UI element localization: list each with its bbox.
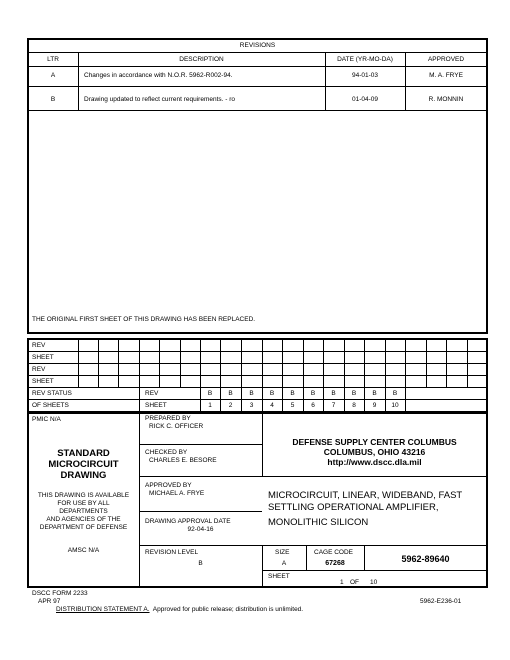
agency-address: COLUMBUS, OHIO 43216 [323, 447, 426, 457]
sheet-value: 3 [249, 402, 254, 409]
revision-a-description: Changes in accordance with N.O.R. 5962-R002-94. [84, 72, 233, 79]
availability-line-3: DEPARTMENTS [59, 508, 108, 515]
sheet-of-label: OF [350, 579, 360, 586]
availability-line-4: AND AGENCIES OF THE [46, 516, 121, 523]
revision-level-value: B [198, 560, 203, 567]
header-ltr: LTR [47, 56, 59, 63]
rev-status-label: REV STATUS [32, 390, 72, 397]
rev-value: B [392, 390, 398, 397]
agency-name: DEFENSE SUPPLY CENTER COLUMBUS [292, 437, 457, 447]
rev-value: B [351, 390, 357, 397]
revision-b-approved: R. MONNIN [428, 96, 464, 103]
sheet-value: 7 [331, 402, 336, 409]
revision-a-ltr: A [50, 72, 56, 79]
distribution-statement [56, 606, 303, 614]
rev-value: B [249, 390, 254, 397]
revision-b-date: 01-04-09 [351, 96, 379, 103]
sheet-total: 10 [370, 579, 378, 586]
rev-value: B [269, 390, 275, 397]
revision-a-approved: M. A. FRYE [429, 72, 463, 79]
agency-url: http://www.dscc.dla.mil [327, 457, 422, 467]
prepared-by-name: RICK C. OFFICER [149, 423, 204, 430]
of-sheets-label: OF SHEETS [32, 402, 69, 409]
drawing-number: 5962-89640 [401, 554, 450, 564]
availability-line-2: FOR USE BY ALL [57, 500, 110, 507]
approved-by-label: APPROVED BY [145, 482, 192, 489]
checked-by-label: CHECKED BY [145, 449, 188, 456]
amsc-label: AMSC N/A [67, 547, 100, 554]
standard-drawing-line-2: MICROCIRCUIT [48, 459, 119, 470]
drawing-title-line-3: MONOLITHIC SILICON [268, 517, 369, 528]
status-sheet-label: SHEET [145, 402, 167, 409]
size-label: SIZE [275, 549, 290, 556]
grid-row-sheet-1: SHEET [32, 354, 54, 361]
revisions-title: REVISIONS [239, 42, 276, 49]
approved-by-name: MICHAEL A. FRYE [149, 490, 205, 497]
sheet-value: 2 [228, 402, 233, 409]
sheet-value: 8 [352, 402, 356, 409]
revision-level-label: REVISION LEVEL [145, 549, 199, 556]
revision-b-description: Drawing updated to reflect current requirements. - ro [84, 96, 236, 103]
drawing-title-line-2: SETTLING OPERATIONAL AMPLIFIER, [268, 502, 439, 513]
grid-row-sheet-2: SHEET [32, 378, 54, 385]
sheet-value: 5 [290, 402, 295, 409]
rev-value: B [207, 390, 213, 397]
replaced-notice: THE ORIGINAL FIRST SHEET OF THIS DRAWING HAS BEEN REPLACED. [32, 316, 256, 323]
form-date: APR 97 [38, 598, 61, 605]
revision-b-ltr: B [50, 96, 56, 103]
grid-row-rev-2: REV [32, 366, 46, 373]
sheet-value: 6 [311, 402, 315, 409]
pmic-label: PMIC N/A [32, 416, 61, 423]
status-rev-label: REV [145, 390, 159, 397]
sheet-value: 1 [208, 402, 212, 409]
prepared-by-label: PREPARED BY [145, 415, 191, 422]
rev-value: B [372, 390, 377, 397]
cage-code-value: 67268 [325, 560, 345, 567]
sheet-value: 9 [372, 402, 377, 409]
approval-date-label: DRAWING APPROVAL DATE [145, 518, 231, 525]
rev-value: B [290, 390, 295, 397]
checked-by-name: CHARLES E. BESORE [149, 457, 217, 464]
rev-value: B [331, 390, 336, 397]
cage-code-label: CAGE CODE [314, 549, 354, 556]
revisions-frame [27, 38, 488, 334]
revision-a-date: 94-01-03 [351, 72, 379, 79]
sheet-value: 10 [391, 402, 399, 409]
standard-drawing-line-3: DRAWING [60, 470, 107, 481]
rev-value: B [310, 390, 316, 397]
size-value: A [281, 560, 287, 567]
sheet-current: 1 [340, 579, 344, 586]
document-number: 5962-E236-01 [420, 598, 462, 605]
availability-line-5: DEPARTMENT OF DEFENSE [39, 524, 128, 531]
form-number: DSCC FORM 2233 [32, 590, 88, 597]
standard-drawing-line-1: STANDARD [57, 448, 110, 459]
header-date: DATE (YR-MO-DA) [337, 56, 393, 63]
rev-value: B [228, 390, 233, 397]
grid-row-rev-1: REV [32, 342, 46, 349]
distribution-text: Approved for public release; distribution is unlimited. [149, 606, 304, 613]
header-description: DESCRIPTION [179, 56, 224, 63]
sheet-value: 4 [270, 402, 274, 409]
availability-line-1: THIS DRAWING IS AVAILABLE [37, 492, 130, 499]
distribution-label: DISTRIBUTION STATEMENT A. [56, 606, 150, 613]
approval-date-value: 92-04-16 [187, 526, 214, 533]
header-approved: APPROVED [427, 56, 465, 63]
sheet-label: SHEET [268, 573, 290, 580]
drawing-title-line-1: MICROCIRCUIT, LINEAR, WIDEBAND, FAST [268, 490, 463, 501]
